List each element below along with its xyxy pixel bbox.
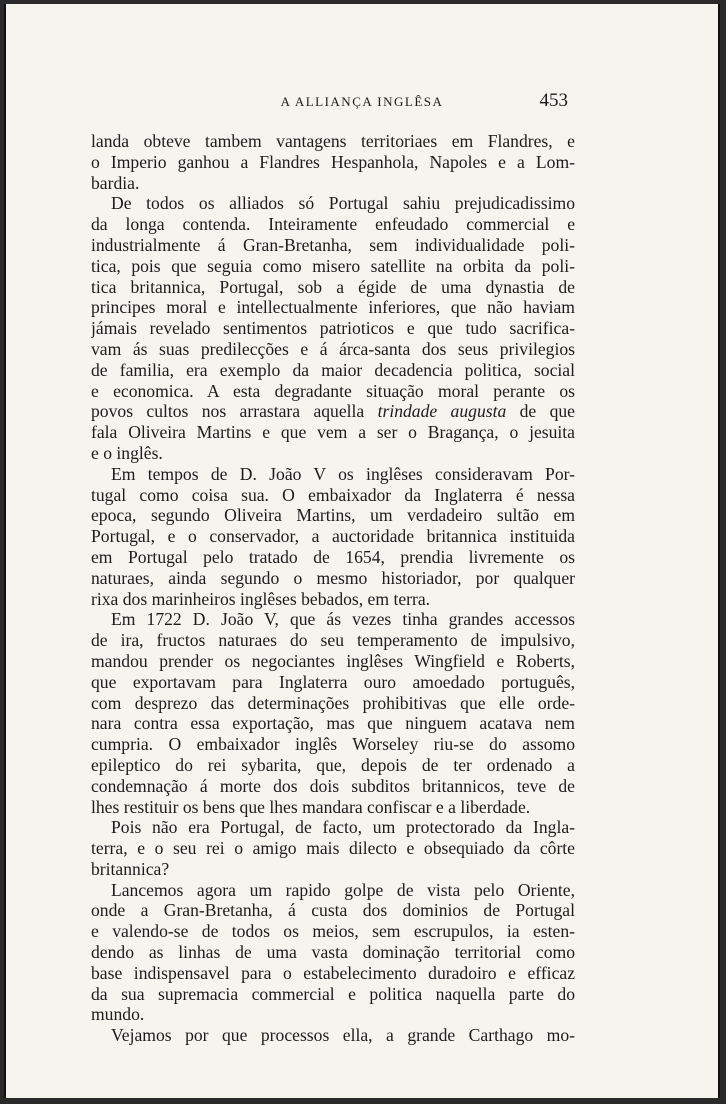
- text-line: industrialmente á Gran-Bretanha, sem individualidade poli-: [91, 234, 575, 255]
- text-line: Em tempos de D. João V os inglêses consideravam Por-: [111, 463, 575, 484]
- text-line: de ira, fructos naturaes do seu temperamento de impulsivo,: [91, 630, 575, 651]
- text-line: fala Oliveira Martins e que vem a ser o Bragança, o jesuita: [91, 422, 575, 443]
- text-segment: de que: [506, 401, 575, 422]
- text-line: nara contra essa exportação, mas que ninguem acatava nem: [91, 713, 575, 734]
- text-line: Portugal, e o conservador, a auctoridade britannica instituida: [91, 526, 575, 547]
- text-line: dendo as linhas de uma vasta dominação territorial como: [91, 942, 575, 963]
- text-line: landa obteve tambem vantagens territoriaes em Flandres, e: [91, 131, 575, 151]
- text-line: britannica?: [91, 858, 170, 879]
- text-line: lhes restituir os bens que lhes mandara confiscar e a liberdade.: [91, 796, 531, 817]
- running-head: A ALLIANÇA INGLÊSA: [280, 94, 444, 109]
- text-line: terra, e o seu rei o amigo mais dilecto e obsequiado da côrte: [91, 838, 575, 859]
- page-number: 453: [539, 90, 568, 111]
- text-segment: povos cultos nos arrastara aquella: [91, 401, 378, 422]
- page-header: [6, 90, 718, 114]
- text-line: tica, pois que seguia como misero satellite na orbita da poli-: [91, 255, 575, 276]
- text-line: naturaes, ainda segundo o mesmo historiador, por qualquer: [91, 567, 575, 588]
- text-line: da sua supremacia commercial e politica naquella parte do: [91, 983, 575, 1004]
- text-line: e valendo-se de todos os meios, sem escrupulos, ia esten-: [91, 921, 575, 942]
- text-line: mandou prender os negociantes inglêses Wingfield e Roberts,: [91, 650, 575, 671]
- text-line: [91, 401, 575, 422]
- body-text: [91, 131, 575, 1046]
- text-line: onde a Gran-Bretanha, á custa dos dominios de Portugal: [91, 900, 575, 921]
- text-line: rixa dos marinheiros inglêses bebados, em terra.: [91, 588, 431, 609]
- text-line: mundo.: [91, 1004, 145, 1025]
- text-line: Em 1722 D. João V, que ás vezes tinha grandes accessos: [111, 609, 575, 630]
- text-line: jámais revelado sentimentos patrioticos e que tudo sacrifica-: [91, 318, 575, 339]
- text-line: da longa contenda. Inteiramente enfeudado commercial e: [91, 214, 575, 235]
- text-line: Pois não era Portugal, de facto, um protectorado da Ingla-: [111, 817, 575, 838]
- text-line: condemnação á morte dos dois subditos britannicos, teve de: [91, 775, 575, 796]
- text-line: cumpria. O embaixador inglês Worseley riu-se do assomo: [91, 734, 575, 755]
- text-line: epoca, segundo Oliveira Martins, um verdadeiro sultão em: [91, 505, 575, 526]
- text-line: base indispensavel para o estabelecimento duradoiro e efficaz: [91, 962, 575, 983]
- text-line: o Imperio ganhou a Flandres Hespanhola, Napoles e a Lom-: [91, 151, 575, 172]
- text-line: principes moral e intellectualmente inferiores, que não haviam: [91, 297, 575, 318]
- text-line: Lancemos agora um rapido golpe de vista pelo Oriente,: [111, 879, 575, 900]
- italic-phrase: trindade augusta: [377, 401, 507, 422]
- text-line: epileptico do rei sybarita, que, depois de ter ordenado a: [91, 754, 575, 775]
- text-line: em Portugal pelo tratado de 1654, prendia livremente os: [91, 546, 575, 567]
- text-line: de familia, era exemplo da maior decadencia politica, social: [91, 359, 575, 380]
- text-line: vam ás suas predilecções e á árca-santa dos seus privilegios: [91, 338, 575, 359]
- text-line: bardia.: [91, 172, 140, 193]
- text-line: e economica. A esta degradante situação moral perante os: [91, 380, 575, 401]
- text-line: tugal como coisa sua. O embaixador da Inglaterra é nessa: [91, 484, 575, 505]
- text-line: com desprezo das determinações prohibitivas que elle orde-: [91, 692, 575, 713]
- text-line: que exportavam para Inglaterra ouro amoedado português,: [91, 671, 575, 692]
- text-line: De todos os alliados só Portugal sahiu prejudicadissimo: [111, 193, 575, 214]
- text-line: e o inglês.: [91, 442, 163, 463]
- book-page: [4, 4, 720, 1098]
- text-line: Vejamos por que processos ella, a grande Carthago mo-: [111, 1025, 575, 1046]
- text-line: tica britannica, Portugal, sob a égide de uma dynastia de: [91, 276, 575, 297]
